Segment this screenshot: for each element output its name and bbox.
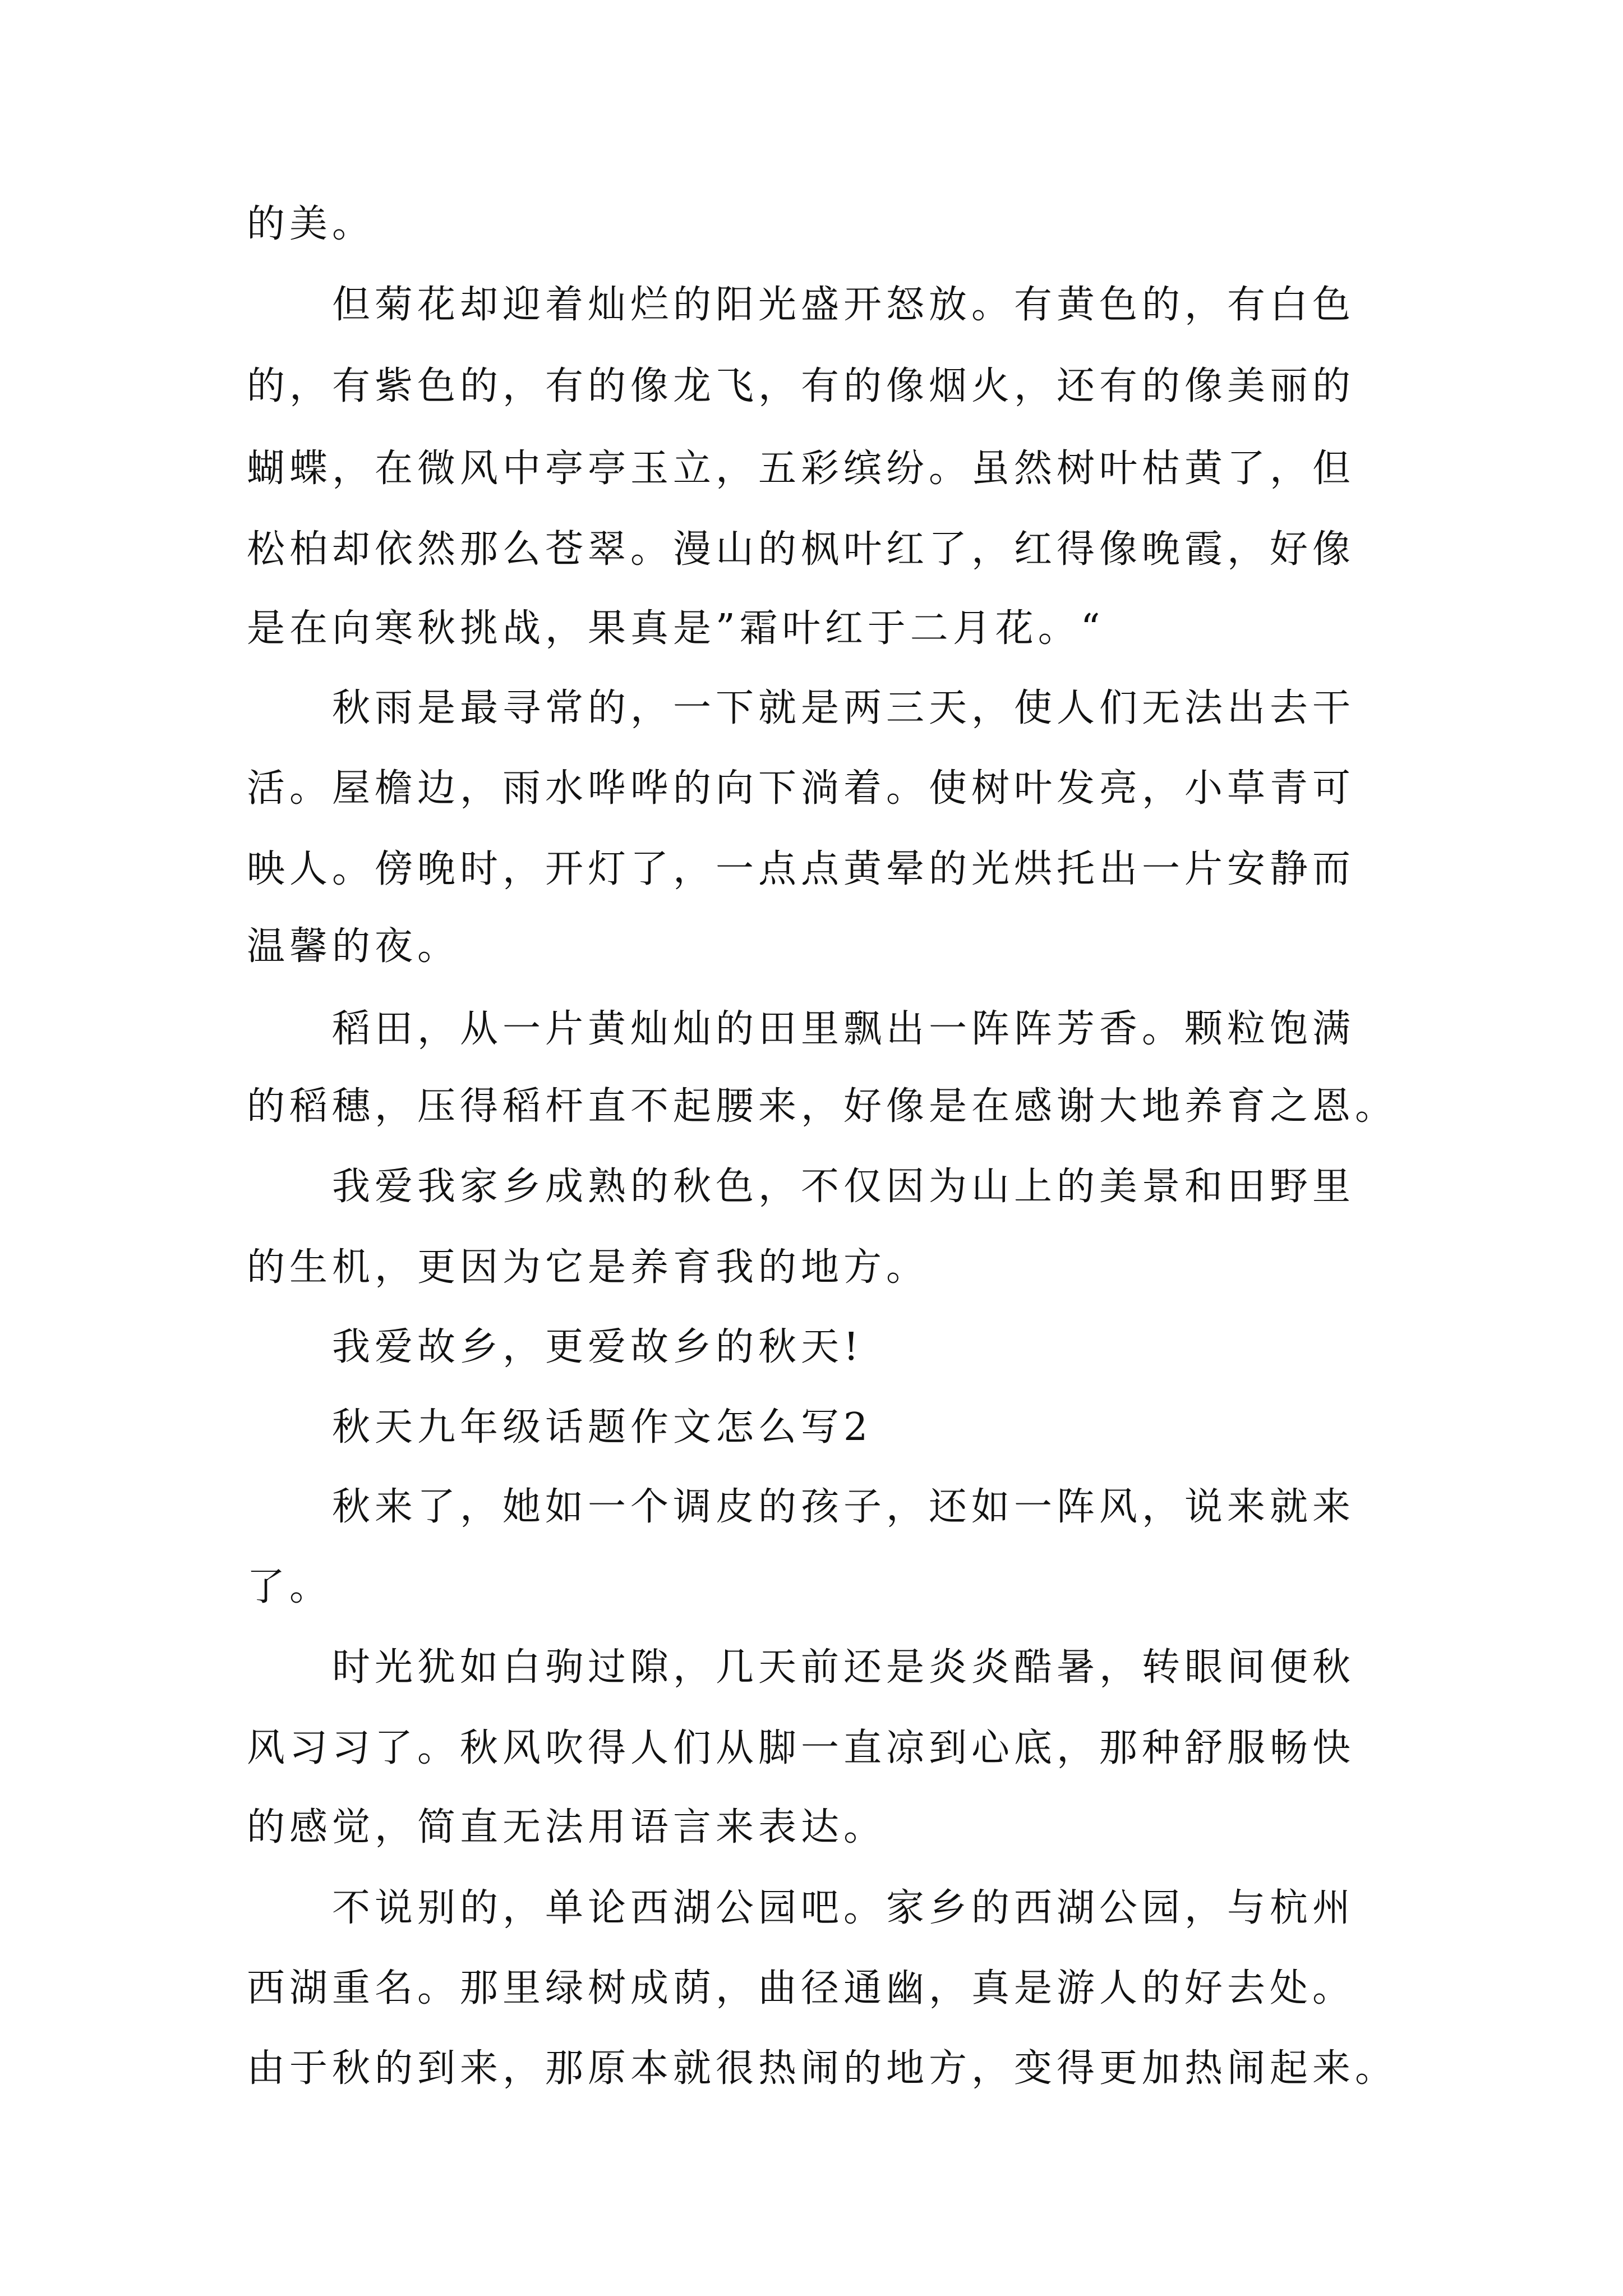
text-line: 西湖重名。那里绿树成荫，曲径通幽，真是游人的好去处。 (247, 1966, 1355, 2010)
section-heading: 秋天九年级话题作文怎么写2 (332, 1405, 873, 1450)
text-line: 由于秋的到来，那原本就很热闹的地方，变得更加热闹起来。 (247, 2046, 1398, 2091)
text-line: 活。屋檐边，雨水哗哗的向下淌着。使树叶发亮，小草青可 (247, 766, 1355, 811)
text-line: 映人。傍晚时，开灯了，一点点黄晕的光烘托出一片安静而 (247, 847, 1355, 891)
paragraph-line: 我爱我家乡成熟的秋色，不仅因为山上的美景和田野里 (332, 1165, 1355, 1209)
text-line: 松柏却依然那么苍翠。漫山的枫叶红了，红得像晚霞，好像 (247, 527, 1355, 572)
text-line: 的美。 (247, 202, 375, 246)
paragraph-line: 秋雨是最寻常的，一下就是两三天，使人们无法出去干 (332, 686, 1355, 730)
paragraph-line: 稻田，从一片黄灿灿的田里飘出一阵阵芳香。颗粒饱满 (332, 1007, 1355, 1051)
text-line: 的生机，更因为它是养育我的地方。 (247, 1245, 929, 1290)
paragraph-line: 时光犹如白驹过隙，几天前还是炎炎酷暑，转眼间便秋 (332, 1645, 1355, 1690)
text-line: 的稻穗，压得稻杆直不起腰来，好像是在感谢大地养育之恩。 (247, 1084, 1398, 1129)
text-line: 的，有紫色的，有的像龙飞，有的像烟火，还有的像美丽的 (247, 364, 1355, 408)
text-line: 风习习了。秋风吹得人们从脚一直凉到心底，那种舒服畅快 (247, 1726, 1355, 1770)
text-line: 了。 (247, 1565, 333, 1609)
text-line: 的感觉，简直无法用语言来表达。 (247, 1805, 887, 1849)
paragraph-line: 秋来了，她如一个调皮的孩子，还如一阵风，说来就来 (332, 1485, 1355, 1529)
text-line: 温馨的夜。 (247, 924, 460, 969)
paragraph-line: 不说别的，单论西湖公园吧。家乡的西湖公园，与杭州 (332, 1886, 1355, 1930)
text-line: 蝴蝶，在微风中亭亭玉立，五彩缤纷。虽然树叶枯黄了，但 (247, 447, 1355, 491)
text-line: 是在向寒秋挑战，果真是”霜叶红于二月花。“ (247, 606, 1105, 651)
paragraph-line: 我爱故乡，更爱故乡的秋天! (332, 1325, 864, 1369)
paragraph-line: 但菊花却迎着灿烂的阳光盛开怒放。有黄色的，有白色 (332, 283, 1355, 327)
